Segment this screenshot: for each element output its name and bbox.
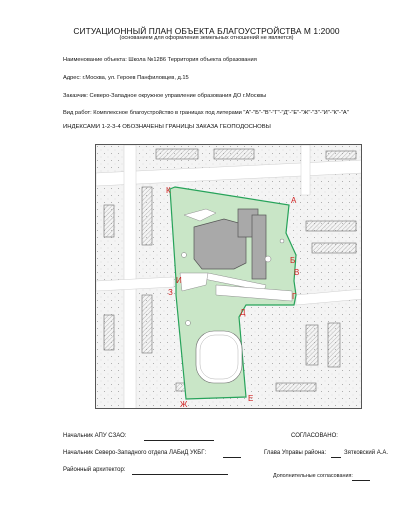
agreed-label: СОГЛАСОВАНО: [291, 433, 338, 439]
corner-label-z: З [168, 288, 173, 297]
address-field: Адрес: г.Москва, ул. Героев Панфиловцев, д.15 [63, 75, 189, 81]
customer-field: Заказчик: Северо-Западное окружное управление образования ДО г.Москвы [63, 93, 267, 99]
page-subtitle: (основанием для оформления земельных отношений не является) [119, 35, 294, 41]
situation-map [95, 144, 362, 409]
additional-approvals-label: Дополнительные согласования: [273, 473, 353, 479]
apu-signature-line [144, 440, 214, 441]
head-signature-line [331, 457, 341, 458]
corner-label-k: К [166, 186, 171, 195]
corner-label-b: Б [290, 256, 296, 265]
head-name-label: Зятковский А.А. [344, 450, 389, 456]
work-type-field: Вид работ: Комплексное благоустройство в границах под литерами "А"-"Б"-"В"-"Г"-"Д"-"Е"-"Ж"-"З"-"И"-"К"-"А" [63, 110, 349, 116]
corner-label-e: Е [248, 394, 254, 403]
corner-label-d: Д [240, 308, 246, 317]
object-name-field: Наименование объекта: Школа №1286 Территория объекта образования [63, 57, 257, 63]
corner-label-a: А [291, 196, 297, 205]
head-prefix-label: Глава Управы района: [264, 450, 327, 456]
apu-signature-label: Начальник АПУ СЗАО: [63, 433, 127, 439]
corner-label-i: И [176, 276, 182, 285]
additional-approvals-line [352, 480, 370, 481]
labid-signature-line [223, 457, 241, 458]
architect-signature-line [132, 474, 228, 475]
corner-label-g: Г [292, 292, 297, 301]
boundary-note: ИНДЕКСАМИ 1-2-3-4 ОБОЗНАЧЕНЫ ГРАНИЦЫ ЗАКАЗА ГЕОПОДОСНОВЫ [63, 124, 271, 130]
corner-label-v: В [294, 268, 300, 277]
architect-signature-label: Районный архитектор: [63, 467, 126, 473]
labid-signature-label: Начальник Северо-Западного отдела ЛАБиД УКБГ: [63, 450, 207, 456]
corner-label-zh: Ж [180, 400, 188, 409]
page-title: СИТУАЦИОННЫЙ ПЛАН ОБЪЕКТА БЛАГОУСТРОЙСТВА М 1:2000 [73, 26, 340, 36]
